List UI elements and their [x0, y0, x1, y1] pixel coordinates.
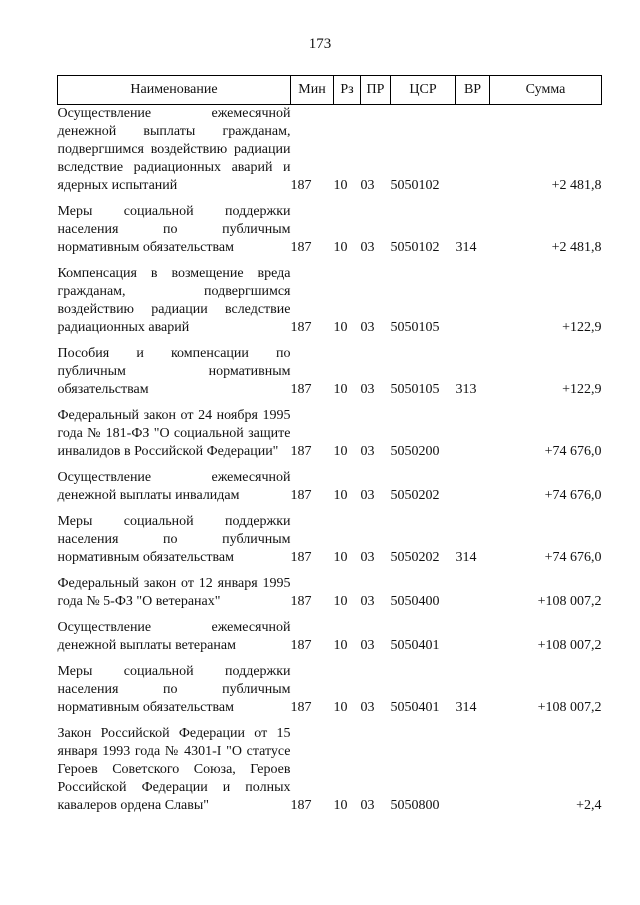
header-min: Мин: [291, 76, 334, 105]
header-vr: ВР: [456, 76, 490, 105]
header-rz: Рз: [334, 76, 361, 105]
row-vr: 314: [455, 700, 477, 715]
row-vr: [456, 265, 490, 337]
table-row: [58, 575, 602, 611]
row-name: Осуществление ежемесячной денежной выплаты инвалидам: [57, 470, 291, 503]
row-vr: [456, 407, 490, 461]
row-spacer-cell: [58, 337, 602, 345]
row-rz: 10: [333, 320, 348, 335]
row-min: 187: [290, 320, 312, 335]
table-row: [58, 203, 602, 257]
row-csr: 5050400: [390, 594, 440, 609]
row-rz: 10: [333, 382, 348, 397]
row-spacer-cell: [58, 399, 602, 407]
row-spacer: [58, 655, 602, 663]
row-vr: [456, 725, 490, 815]
table-row: [58, 105, 602, 196]
row-min: 187: [290, 178, 312, 193]
row-rz: 10: [333, 240, 348, 255]
row-pr: 03: [360, 488, 375, 503]
row-min: 187: [290, 700, 312, 715]
row-pr: 03: [360, 638, 375, 653]
row-csr: 5050202: [390, 550, 440, 565]
row-vr: [456, 469, 490, 505]
row-name: Меры социальной поддержки населения по публичным нормативным обязательствам: [57, 514, 291, 565]
row-spacer-cell: [58, 461, 602, 469]
row-pr: 03: [360, 798, 375, 813]
row-spacer-cell: [58, 611, 602, 619]
row-pr: 03: [360, 240, 375, 255]
row-rz: 10: [333, 798, 348, 813]
table-row: [58, 265, 602, 337]
row-csr: 5050105: [390, 320, 440, 335]
row-vr: 314: [455, 240, 477, 255]
row-min: 187: [290, 488, 312, 503]
row-pr: 03: [360, 382, 375, 397]
row-rz: 10: [333, 488, 348, 503]
table-row: [58, 407, 602, 461]
row-min: 187: [290, 798, 312, 813]
row-pr: 03: [360, 444, 375, 459]
row-sum: +108 007,2: [537, 700, 602, 715]
row-sum: +2,4: [576, 798, 602, 813]
row-sum: +122,9: [562, 320, 602, 335]
row-rz: 10: [333, 444, 348, 459]
row-csr: 5050401: [390, 638, 440, 653]
row-pr: 03: [360, 550, 375, 565]
row-sum: +74 676,0: [544, 550, 602, 565]
row-name: Компенсация в возмещение вреда гражданам, подвергшимся воздействию радиации вследствие радиационных аварий: [57, 266, 291, 335]
row-spacer-cell: [58, 655, 602, 663]
row-name: Пособия и компенсации по публичным нормативным обязательствам: [57, 346, 291, 397]
row-vr: 314: [455, 550, 477, 565]
row-spacer: [58, 567, 602, 575]
row-rz: 10: [333, 550, 348, 565]
row-sum: +74 676,0: [544, 444, 602, 459]
row-csr: 5050202: [390, 488, 440, 503]
row-csr: 5050105: [390, 382, 440, 397]
row-vr: [456, 575, 490, 611]
row-spacer: [58, 337, 602, 345]
row-vr: [456, 619, 490, 655]
row-csr: 5050102: [390, 178, 440, 193]
row-min: 187: [290, 382, 312, 397]
row-spacer: [58, 505, 602, 513]
table-row: [58, 619, 602, 655]
row-spacer-cell: [58, 505, 602, 513]
row-pr: 03: [360, 700, 375, 715]
row-spacer-cell: [58, 257, 602, 265]
budget-table: [57, 75, 602, 815]
row-csr: 5050800: [390, 798, 440, 813]
row-spacer-cell: [58, 195, 602, 203]
table-row: [58, 725, 602, 815]
header-row: [58, 76, 602, 105]
row-spacer: [58, 611, 602, 619]
row-name: Федеральный закон от 24 ноября 1995 года № 181-ФЗ "О социальной защите инвалидов в Российской Федерации": [57, 408, 291, 459]
row-name: Меры социальной поддержки населения по публичным нормативным обязательствам: [57, 664, 291, 715]
row-pr: 03: [360, 594, 375, 609]
row-rz: 10: [333, 178, 348, 193]
row-csr: 5050401: [390, 700, 440, 715]
table-body: [58, 105, 602, 816]
header-csr: ЦСР: [391, 76, 456, 105]
row-min: 187: [290, 550, 312, 565]
row-rz: 10: [333, 700, 348, 715]
row-spacer-cell: [58, 567, 602, 575]
row-sum: +2 481,8: [551, 178, 602, 193]
row-spacer: [58, 717, 602, 725]
row-spacer: [58, 461, 602, 469]
row-sum: +108 007,2: [537, 638, 602, 653]
row-min: 187: [290, 444, 312, 459]
row-rz: 10: [333, 594, 348, 609]
row-min: 187: [290, 594, 312, 609]
row-vr: [456, 105, 490, 196]
table-row: [58, 345, 602, 399]
row-name: Осуществление ежемесячной денежной выплаты ветеранам: [57, 620, 291, 653]
row-spacer: [58, 257, 602, 265]
row-spacer-cell: [58, 717, 602, 725]
row-pr: 03: [360, 178, 375, 193]
row-spacer: [58, 195, 602, 203]
row-sum: +74 676,0: [544, 488, 602, 503]
row-sum: +108 007,2: [537, 594, 602, 609]
row-csr: 5050102: [390, 240, 440, 255]
row-sum: +122,9: [562, 382, 602, 397]
row-name: Осуществление ежемесячной денежной выплаты гражданам, подвергшимся воздействию радиации вследствие радиационных аварий и ядерных испытаний: [57, 106, 291, 193]
row-min: 187: [290, 240, 312, 255]
row-name: Закон Российской Федерации от 15 января 1993 года № 4301-I "О статусе Героев Советского Союза, Героев Российской Федерации и полных кавалеров ордена Славы": [57, 726, 291, 813]
row-min: 187: [290, 638, 312, 653]
row-pr: 03: [360, 320, 375, 335]
table-row: [58, 663, 602, 717]
row-name: Федеральный закон от 12 января 1995 года № 5-ФЗ "О ветеранах": [57, 576, 291, 609]
table-row: [58, 469, 602, 505]
row-spacer: [58, 399, 602, 407]
table-row: [58, 513, 602, 567]
header-pr: ПР: [361, 76, 391, 105]
page-number: 173: [308, 36, 332, 52]
header-name: Наименование: [58, 76, 291, 105]
row-vr: 313: [455, 382, 477, 397]
row-name: Меры социальной поддержки населения по публичным нормативным обязательствам: [57, 204, 291, 255]
header-sum: Сумма: [490, 76, 602, 105]
row-sum: +2 481,8: [551, 240, 602, 255]
row-csr: 5050200: [390, 444, 440, 459]
row-rz: 10: [333, 638, 348, 653]
